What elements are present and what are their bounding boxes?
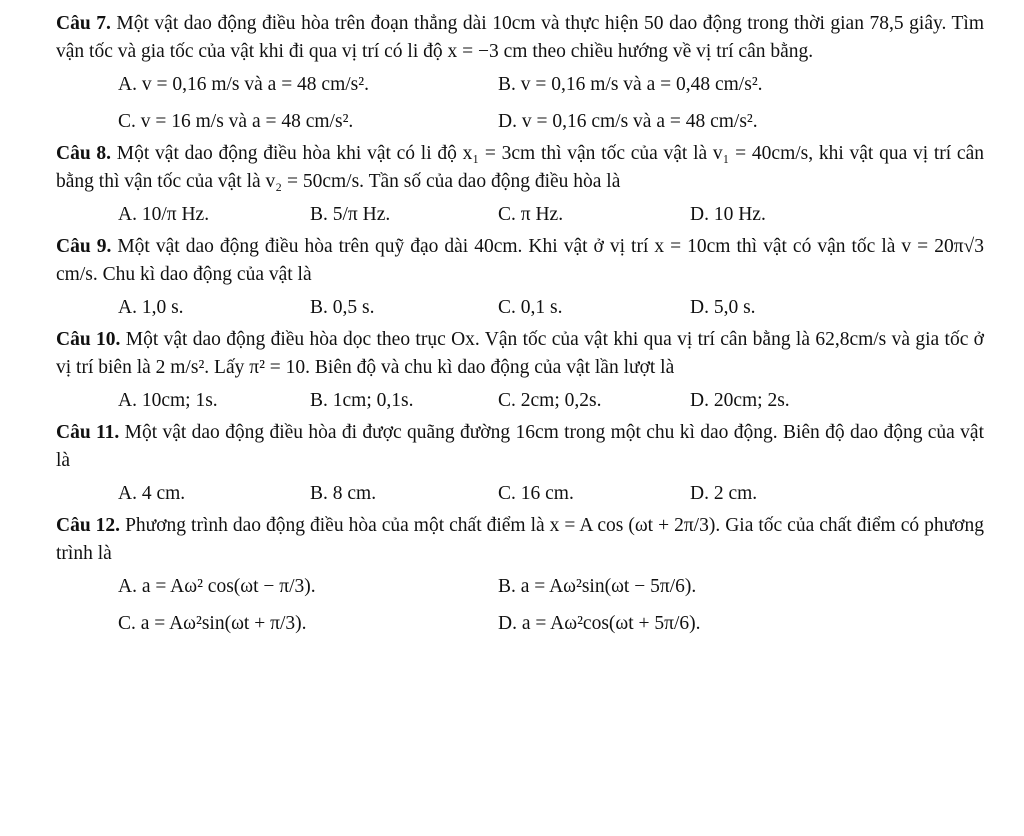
- question-label: Câu 10.: [56, 329, 121, 350]
- option-c[interactable]: C. 2cm; 0,2s.: [498, 390, 602, 411]
- option-a[interactable]: A. 10cm; 1s.: [118, 390, 218, 411]
- option-b[interactable]: B. 8 cm.: [310, 483, 377, 504]
- question-stem: [56, 140, 984, 196]
- question-label: Câu 9.: [56, 236, 112, 257]
- question-11: [56, 419, 984, 512]
- options-row: [56, 103, 984, 140]
- option-c[interactable]: C. v = 16 m/s và a = 48 cm/s².: [118, 111, 354, 132]
- option-c[interactable]: C. π Hz.: [498, 204, 564, 225]
- question-8: [56, 140, 984, 233]
- question-stem: [56, 326, 984, 382]
- option-c[interactable]: C. 16 cm.: [498, 483, 574, 504]
- option-c[interactable]: C. a = Aω²sin(ωt + π/3).: [118, 613, 307, 634]
- question-text: Một vật dao động điều hòa trên quỹ đạo dài 40cm. Khi vật ở vị trí x = 10cm thì vật có vận tốc là v = 20π√3 cm/s. Chu kì dao động của vật là: [56, 236, 984, 285]
- options-row: [56, 66, 984, 103]
- question-text: Một vật dao động điều hòa dọc theo trục Ox. Vận tốc của vật khi qua vị trí cân bằng là 62,8cm/s và gia tốc ở vị trí biên là 2 m/s². Lấy π² = 10. Biên độ và chu kì dao động của vật lần lượt là: [56, 329, 984, 378]
- option-b[interactable]: B. a = Aω²sin(ωt − 5π/6).: [498, 576, 697, 597]
- options-row: [56, 382, 984, 419]
- options-row: [56, 605, 984, 642]
- question-7: [56, 10, 984, 140]
- option-d[interactable]: D. a = Aω²cos(ωt + 5π/6).: [498, 613, 701, 634]
- option-a[interactable]: A. 4 cm.: [118, 483, 186, 504]
- option-d[interactable]: D. 2 cm.: [690, 483, 758, 504]
- option-d[interactable]: D. 5,0 s.: [690, 297, 756, 318]
- question-10: [56, 326, 984, 419]
- option-b[interactable]: B. 5/π Hz.: [310, 204, 391, 225]
- question-stem: [56, 419, 984, 475]
- question-12: [56, 512, 984, 642]
- option-d[interactable]: D. 20cm; 2s.: [690, 390, 790, 411]
- options-row: [56, 289, 984, 326]
- question-text: Một vật dao động điều hòa đi được quãng đường 16cm trong một chu kì dao động. Biên độ dao động của vật là: [56, 422, 984, 471]
- option-b[interactable]: B. 1cm; 0,1s.: [310, 390, 414, 411]
- question-label: Câu 11.: [56, 422, 120, 443]
- question-text: Một vật dao động điều hòa khi vật có li độ x₁ = 3cm thì vận tốc của vật là v₁ = 40cm/s, khi vật qua vị trí cân bằng thì vận tốc của vật là v₂ = 50cm/s. Tần số của dao động điều hòa là: [56, 143, 984, 192]
- option-a[interactable]: A. 10/π Hz.: [118, 204, 210, 225]
- question-stem: [56, 512, 984, 568]
- options-row: [56, 196, 984, 233]
- question-label: Câu 12.: [56, 515, 121, 536]
- question-label: Câu 8.: [56, 143, 112, 164]
- question-stem: [56, 10, 984, 66]
- option-b[interactable]: B. v = 0,16 m/s và a = 0,48 cm/s².: [498, 74, 763, 95]
- option-b[interactable]: B. 0,5 s.: [310, 297, 375, 318]
- question-text: Phương trình dao động điều hòa của một chất điểm là x = A cos (ωt + 2π/3). Gia tốc của chất điểm có phương trình là: [56, 515, 984, 564]
- option-c[interactable]: C. 0,1 s.: [498, 297, 563, 318]
- option-a[interactable]: A. v = 0,16 m/s và a = 48 cm/s².: [118, 74, 369, 95]
- options-row: [56, 568, 984, 605]
- question-stem: [56, 233, 984, 289]
- option-d[interactable]: D. v = 0,16 cm/s và a = 48 cm/s².: [498, 111, 758, 132]
- option-d[interactable]: D. 10 Hz.: [690, 204, 766, 225]
- question-9: [56, 233, 984, 326]
- question-label: Câu 7.: [56, 13, 111, 34]
- options-row: [56, 475, 984, 512]
- option-a[interactable]: A. a = Aω² cos(ωt − π/3).: [118, 576, 316, 597]
- option-a[interactable]: A. 1,0 s.: [118, 297, 184, 318]
- question-text: Một vật dao động điều hòa trên đoạn thẳng dài 10cm và thực hiện 50 dao động trong thời gian 78,5 giây. Tìm vận tốc và gia tốc của vật khi đi qua vị trí có li độ x = −3 cm theo chiều hướng về vị trí cân bằng.: [56, 13, 984, 62]
